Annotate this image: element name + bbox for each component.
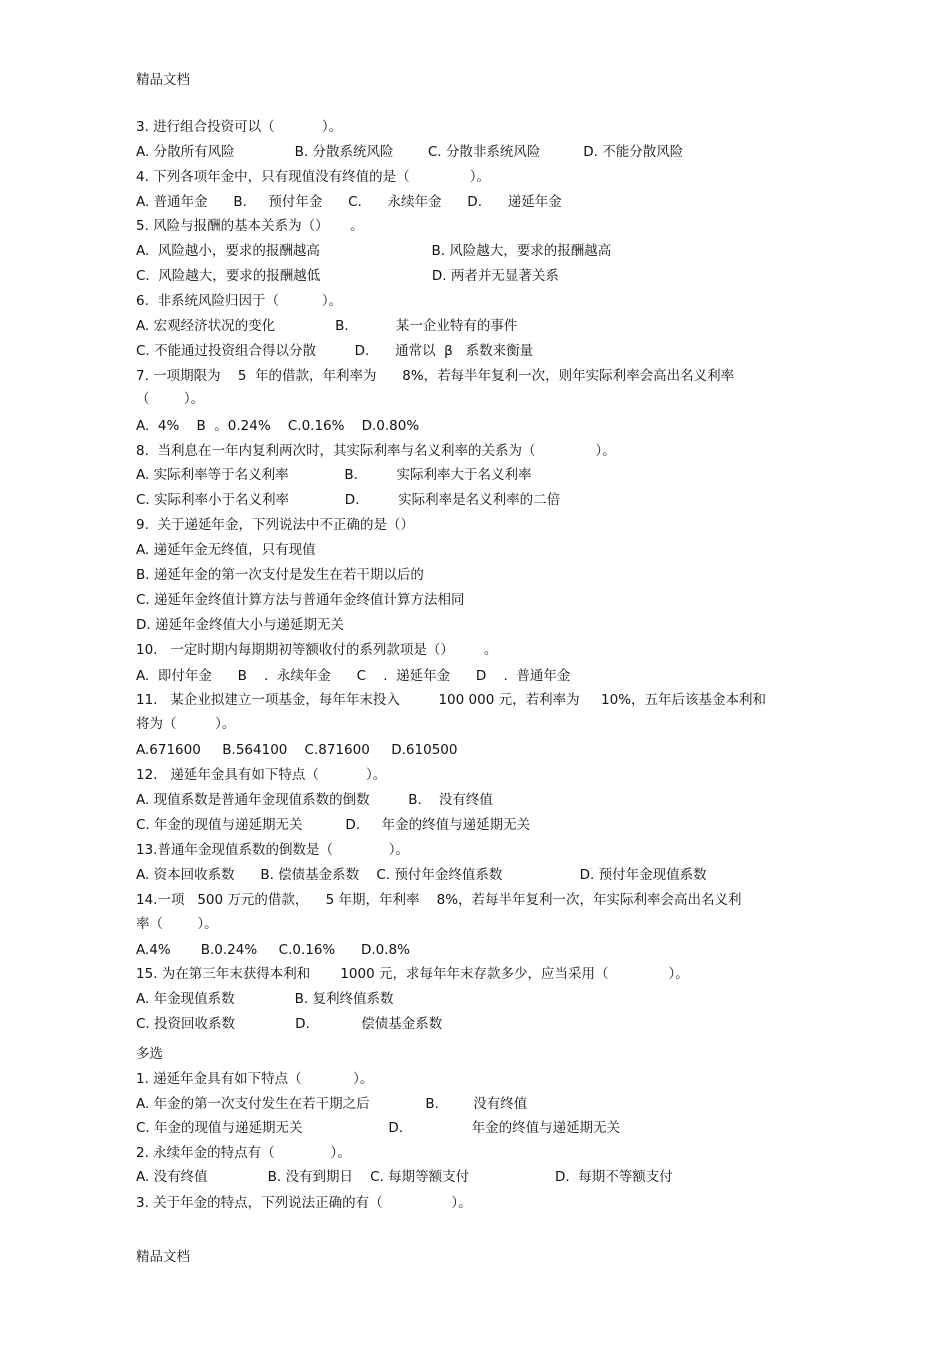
- text-line: 3. 关于年金的特点，下列说法正确的有（ ）。: [136, 1195, 472, 1211]
- text-line: A. 资本回收系数 B. 偿债基金系数 C. 预付年金终值系数 D. 预付年金现值系数: [136, 867, 707, 883]
- page-footer: 精品文档: [136, 1249, 190, 1265]
- text-line: A.4% B.0.24% C.0.16% D.0.8%: [136, 942, 410, 958]
- text-line: 11. 某企业拟建立一项基金，每年年末投入 100 000 元，若利率为 10%，五年后该基金本利和: [136, 692, 767, 708]
- text-line: 6. 非系统风险归因于（ ）。: [136, 293, 343, 309]
- text-line: C. 风险越大，要求的报酬越低 D. 两者并无显著关系: [136, 268, 559, 284]
- text-line: A. 即付年金 B . 永续年金 C . 递延年金 D . 普通年金: [136, 668, 571, 684]
- text-line: 5. 风险与报酬的基本关系为（） 。: [136, 218, 364, 234]
- text-line: A. 现值系数是普通年金现值系数的倒数 B. 没有终值: [136, 792, 493, 808]
- text-line: A. 年金现值系数 B. 复利终值系数: [136, 991, 394, 1007]
- text-line: 将为（ ）。: [136, 716, 236, 732]
- text-line: A. 分散所有风险 B. 分散系统风险 C. 分散非系统风险 D. 不能分散风险: [136, 144, 684, 160]
- text-line: 率（ ）。: [136, 916, 218, 932]
- text-line: A. 实际利率等于名义利率 B. 实际利率大于名义利率: [136, 467, 532, 483]
- text-line: A. 4% B 。0.24% C.0.16% D.0.80%: [136, 418, 420, 434]
- text-line: 7. 一项期限为 5 年的借款，年利率为 8%，若每半年复利一次，则年实际利率会高出名义利率: [136, 368, 735, 384]
- text-line: 4. 下列各项年金中，只有现值没有终值的是（ ）。: [136, 169, 490, 185]
- text-line: D. 递延年金终值大小与递延期无关: [136, 617, 344, 633]
- text-line: A. 风险越小，要求的报酬越高 B. 风险越大，要求的报酬越高: [136, 243, 612, 259]
- text-line: A. 普通年金 B. 预付年金 C. 永续年金 D. 递延年金: [136, 194, 562, 210]
- text-line: C. 投资回收系数 D. 偿债基金系数: [136, 1016, 443, 1032]
- page-header: 精品文档: [136, 72, 190, 88]
- text-line: （ ）。: [136, 391, 205, 407]
- text-line: 15. 为在第三年末获得本利和 1000 元，求每年年末存款多少，应当采用（ ）。: [136, 966, 689, 982]
- text-line: 1. 递延年金具有如下特点（ ）。: [136, 1071, 374, 1087]
- text-line: 2. 永续年金的特点有（ ）。: [136, 1145, 351, 1161]
- text-line: C. 不能通过投资组合得以分散 D. 通常以 β 系数来衡量: [136, 343, 534, 359]
- text-line: 9. 关于递延年金，下列说法中不正确的是（）: [136, 517, 414, 533]
- text-line: C. 年金的现值与递延期无关 D. 年金的终值与递延期无关: [136, 1120, 621, 1136]
- text-line: A.671600 B.564100 C.871600 D.610500: [136, 742, 458, 758]
- text-line: C. 年金的现值与递延期无关 D. 年金的终值与递延期无关: [136, 817, 531, 833]
- text-line: 3. 进行组合投资可以（ ）。: [136, 119, 343, 135]
- text-line: 10. 一定时期内每期期初等额收付的系列款项是（） 。: [136, 642, 498, 658]
- text-line: C. 递延年金终值计算方法与普通年金终值计算方法相同: [136, 592, 465, 608]
- text-line: 12. 递延年金具有如下特点（ ）。: [136, 767, 387, 783]
- text-line: C. 实际利率小于名义利率 D. 实际利率是名义利率的二倍: [136, 492, 561, 508]
- text-line: A. 递延年金无终值，只有现值: [136, 542, 316, 558]
- text-line: B. 递延年金的第一次支付是发生在若干期以后的: [136, 567, 424, 583]
- text-line: A. 年金的第一次支付发生在若干期之后 B. 没有终值: [136, 1096, 528, 1112]
- text-line: A. 没有终值 B. 没有到期日 C. 每期等额支付 D. 每期不等额支付: [136, 1169, 673, 1185]
- text-line: 多选: [136, 1046, 163, 1062]
- text-line: 13.普通年金现值系数的倒数是（ ）。: [136, 842, 410, 858]
- text-line: A. 宏观经济状况的变化 B. 某一企业特有的事件: [136, 318, 518, 334]
- text-line: 14.一项 500 万元的借款， 5 年期，年利率 8%，若每半年复利一次，年实际利率会高出名义利: [136, 892, 742, 908]
- text-line: 8. 当利息在一年内复利两次时，其实际利率与名义利率的关系为（ ）。: [136, 443, 616, 459]
